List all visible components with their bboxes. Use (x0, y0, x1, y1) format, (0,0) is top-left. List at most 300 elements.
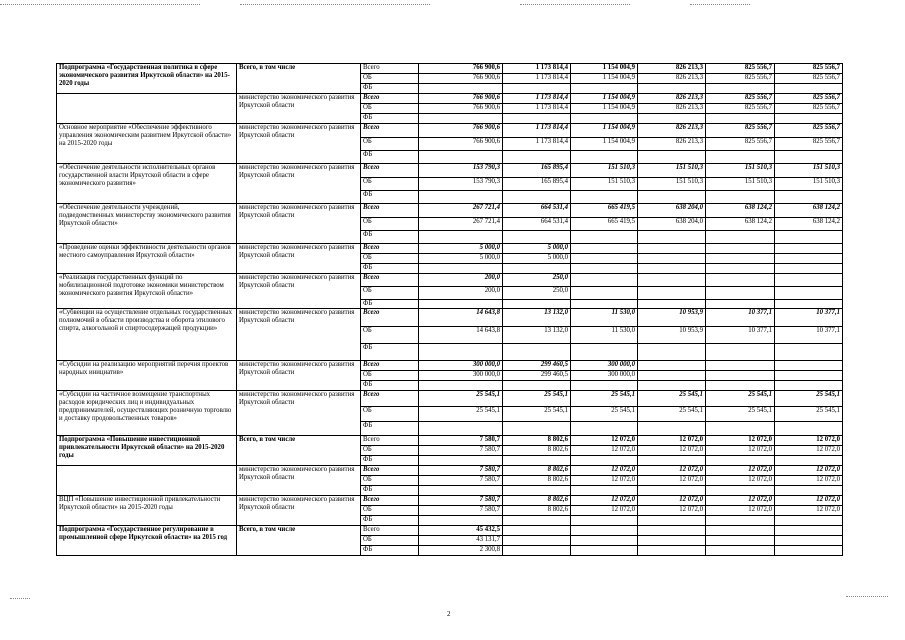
responsible-cell: министерство экономического развития Иркутской области (237, 274, 361, 309)
responsible-cell: Всего, в том числе (237, 436, 361, 466)
amount-cell (775, 114, 843, 124)
amount-cell: 25 545,1 (419, 407, 503, 422)
amount-cell: 1 173 814,4 (503, 124, 571, 138)
funding-source-cell: ОБ (361, 327, 419, 344)
program-name-cell: ВЦП «Повышение инвестиционной привлекательности Иркутской области» на 2015-2020 годы (57, 496, 237, 526)
amount-cell (419, 264, 503, 274)
amount-cell (571, 191, 638, 204)
table-row (57, 309, 843, 327)
amount-cell: 12 072,0 (706, 476, 775, 486)
amount-cell: 12 072,0 (638, 476, 706, 486)
amount-cell: 665 419,5 (571, 204, 638, 218)
amount-cell (706, 84, 775, 94)
amount-cell (419, 151, 503, 164)
funding-source-cell: ФБ (361, 546, 419, 556)
amount-cell: 200,0 (419, 274, 503, 287)
amount-cell (775, 361, 843, 371)
amount-cell: 12 072,0 (706, 436, 775, 446)
table-row (57, 274, 843, 287)
funding-source-cell: Всего (361, 466, 419, 476)
amount-cell: 300 000,0 (419, 361, 503, 371)
amount-cell (706, 526, 775, 536)
amount-cell (706, 254, 775, 264)
funding-source-cell: ОБ (361, 254, 419, 264)
amount-cell: 10 953,9 (638, 309, 706, 327)
amount-cell: 1 173 814,4 (503, 74, 571, 84)
amount-cell: 151 510,3 (571, 178, 638, 191)
amount-cell (571, 546, 638, 556)
amount-cell (638, 254, 706, 264)
responsible-cell: министерство экономического развития Иркутской области (237, 164, 361, 204)
table-row (57, 526, 843, 536)
program-name-cell (57, 94, 237, 124)
amount-cell: 25 545,1 (775, 407, 843, 422)
amount-cell: 638 124,2 (775, 204, 843, 218)
amount-cell (571, 516, 638, 526)
amount-cell: 665 419,5 (571, 218, 638, 231)
amount-cell: 151 510,3 (775, 164, 843, 178)
amount-cell (706, 191, 775, 204)
amount-cell (419, 344, 503, 361)
funding-source-cell: ОБ (361, 287, 419, 300)
funding-source-cell: Всего (361, 309, 419, 327)
responsible-cell: министерство экономического развития Иркутской области (237, 361, 361, 391)
amount-cell: 300 000,0 (419, 371, 503, 381)
amount-cell (706, 300, 775, 309)
amount-cell: 13 132,0 (503, 309, 571, 327)
funding-source-cell: ОБ (361, 476, 419, 486)
amount-cell: 8 802,6 (503, 476, 571, 486)
program-name-cell: «Субсидии на реализацию мероприятий перечня проектов народных инициатив» (57, 361, 237, 391)
amount-cell: 25 545,1 (571, 391, 638, 407)
funding-source-cell: ОБ (361, 138, 419, 151)
amount-cell (706, 486, 775, 496)
scan-edge-line (10, 598, 30, 599)
amount-cell: 12 072,0 (571, 506, 638, 516)
amount-cell: 825 556,7 (775, 94, 843, 104)
amount-cell (419, 486, 503, 496)
amount-cell (571, 231, 638, 244)
amount-cell: 7 580,7 (419, 476, 503, 486)
funding-source-cell: ФБ (361, 344, 419, 361)
amount-cell: 7 580,7 (419, 446, 503, 456)
amount-cell (571, 381, 638, 391)
amount-cell (503, 264, 571, 274)
amount-cell (419, 516, 503, 526)
amount-cell (503, 456, 571, 466)
funding-source-cell: ФБ (361, 516, 419, 526)
funding-source-cell: ОБ (361, 446, 419, 456)
amount-cell (419, 84, 503, 94)
amount-cell (775, 546, 843, 556)
amount-cell: 8 802,6 (503, 446, 571, 456)
amount-cell (638, 264, 706, 274)
program-name-cell: «Проведение оценки эффективности деятельности органов местного самоуправления Иркутской области» (57, 244, 237, 274)
amount-cell: 299 460,5 (503, 361, 571, 371)
responsible-cell: министерство экономического развития Иркутской области (237, 244, 361, 274)
amount-cell (638, 274, 706, 287)
amount-cell: 8 802,6 (503, 496, 571, 506)
amount-cell: 825 556,7 (706, 94, 775, 104)
amount-cell: 1 173 814,4 (503, 64, 571, 74)
table-row (57, 466, 843, 476)
amount-cell: 664 531,4 (503, 218, 571, 231)
amount-cell: 7 580,7 (419, 506, 503, 516)
amount-cell (775, 300, 843, 309)
amount-cell (638, 422, 706, 436)
amount-cell: 5 000,0 (503, 254, 571, 264)
table-row (57, 124, 843, 138)
amount-cell (638, 114, 706, 124)
amount-cell (419, 422, 503, 436)
amount-cell (638, 381, 706, 391)
responsible-cell: министерство экономического развития Иркутской области (237, 391, 361, 436)
responsible-cell: министерство экономического развития Иркутской области (237, 204, 361, 244)
amount-cell (706, 287, 775, 300)
amount-cell (775, 254, 843, 264)
amount-cell: 300 000,0 (571, 371, 638, 381)
amount-cell: 14 643,8 (419, 309, 503, 327)
amount-cell: 10 953,9 (638, 327, 706, 344)
amount-cell: 5 000,0 (419, 254, 503, 264)
amount-cell: 25 545,1 (706, 391, 775, 407)
budget-table-body (57, 64, 843, 556)
amount-cell: 826 213,3 (638, 74, 706, 84)
amount-cell (503, 486, 571, 496)
responsible-cell: министерство экономического развития Иркутской области (237, 124, 361, 164)
amount-cell: 267 721,4 (419, 218, 503, 231)
amount-cell (503, 516, 571, 526)
amount-cell: 11 530,0 (571, 309, 638, 327)
amount-cell (638, 151, 706, 164)
amount-cell: 12 072,0 (706, 466, 775, 476)
amount-cell: 766 900,6 (419, 124, 503, 138)
amount-cell (638, 231, 706, 244)
amount-cell: 151 510,3 (706, 164, 775, 178)
funding-source-cell: ФБ (361, 422, 419, 436)
funding-source-cell: ОБ (361, 371, 419, 381)
amount-cell (571, 274, 638, 287)
amount-cell: 299 460,5 (503, 371, 571, 381)
funding-source-cell: ФБ (361, 191, 419, 204)
amount-cell (775, 536, 843, 546)
amount-cell: 1 154 004,9 (571, 94, 638, 104)
amount-cell (503, 422, 571, 436)
amount-cell (706, 381, 775, 391)
amount-cell (706, 546, 775, 556)
amount-cell: 826 213,3 (638, 138, 706, 151)
amount-cell: 825 556,7 (775, 64, 843, 74)
amount-cell (638, 536, 706, 546)
amount-cell (706, 344, 775, 361)
amount-cell (775, 486, 843, 496)
amount-cell: 1 173 814,4 (503, 94, 571, 104)
amount-cell (638, 84, 706, 94)
amount-cell: 1 154 004,9 (571, 74, 638, 84)
amount-cell: 7 580,7 (419, 496, 503, 506)
funding-source-cell: ФБ (361, 84, 419, 94)
funding-source-cell: ФБ (361, 456, 419, 466)
amount-cell (638, 516, 706, 526)
amount-cell (503, 84, 571, 94)
amount-cell: 825 556,7 (706, 124, 775, 138)
amount-cell (571, 114, 638, 124)
scan-edge-line (0, 4, 200, 5)
amount-cell: 826 213,3 (638, 124, 706, 138)
amount-cell: 25 545,1 (503, 391, 571, 407)
funding-source-cell: ОБ (361, 218, 419, 231)
funding-source-cell: Всего (361, 164, 419, 178)
program-name-cell: «Субсидии на частичное возмещение транспортных расходов юридических лиц и индивидуальных предпринимателей, осуществляющих розничную торговлю и доставку продовольственных товаров» (57, 391, 237, 436)
amount-cell (706, 274, 775, 287)
program-name-cell (57, 466, 237, 496)
amount-cell: 12 072,0 (571, 496, 638, 506)
amount-cell: 766 900,6 (419, 74, 503, 84)
funding-source-cell: ОБ (361, 536, 419, 546)
amount-cell (706, 264, 775, 274)
amount-cell: 12 072,0 (706, 496, 775, 506)
amount-cell: 8 802,6 (503, 436, 571, 446)
amount-cell: 151 510,3 (706, 178, 775, 191)
funding-source-cell: ФБ (361, 381, 419, 391)
scan-edge-line (520, 4, 630, 5)
amount-cell (638, 371, 706, 381)
amount-cell: 25 545,1 (571, 407, 638, 422)
amount-cell: 664 531,4 (503, 204, 571, 218)
amount-cell (571, 287, 638, 300)
amount-cell: 825 556,7 (775, 138, 843, 151)
program-name-cell: «Субвенции на осуществление отдельных государственных полномочий в области производства и оборота этилового спирта, алкогольной и спиртосодержащей продукции» (57, 309, 237, 361)
amount-cell (706, 456, 775, 466)
amount-cell: 638 124,2 (706, 218, 775, 231)
amount-cell: 165 895,4 (503, 164, 571, 178)
amount-cell: 250,0 (503, 274, 571, 287)
funding-source-cell: Всего (361, 244, 419, 254)
amount-cell: 766 900,6 (419, 94, 503, 104)
amount-cell (419, 381, 503, 391)
amount-cell (638, 191, 706, 204)
amount-cell: 200,0 (419, 287, 503, 300)
funding-source-cell: ФБ (361, 151, 419, 164)
amount-cell: 825 556,7 (706, 74, 775, 84)
budget-table (56, 63, 843, 556)
amount-cell: 12 072,0 (706, 506, 775, 516)
amount-cell: 12 072,0 (706, 446, 775, 456)
program-name-cell: «Реализация государственных функций по мобилизационной подготовке экономики министерством экономического развития Иркутской области» (57, 274, 237, 309)
amount-cell: 12 072,0 (571, 466, 638, 476)
amount-cell: 300 000,0 (571, 361, 638, 371)
funding-source-cell: Всего (361, 274, 419, 287)
table-row (57, 436, 843, 446)
funding-source-cell: ФБ (361, 114, 419, 124)
funding-source-cell: ФБ (361, 486, 419, 496)
amount-cell (503, 300, 571, 309)
amount-cell: 13 132,0 (503, 327, 571, 344)
table-row (57, 361, 843, 371)
amount-cell: 267 721,4 (419, 204, 503, 218)
table-row (57, 204, 843, 218)
amount-cell: 5 000,0 (503, 244, 571, 254)
amount-cell (775, 287, 843, 300)
responsible-cell: министерство экономического развития Иркутской области (237, 466, 361, 496)
amount-cell: 1 173 814,4 (503, 138, 571, 151)
amount-cell: 1 154 004,9 (571, 124, 638, 138)
amount-cell: 12 072,0 (571, 436, 638, 446)
amount-cell (775, 84, 843, 94)
amount-cell: 766 900,6 (419, 64, 503, 74)
amount-cell (503, 151, 571, 164)
amount-cell (775, 151, 843, 164)
amount-cell (571, 264, 638, 274)
amount-cell (706, 536, 775, 546)
amount-cell: 12 072,0 (638, 506, 706, 516)
amount-cell (775, 456, 843, 466)
program-name-cell: Подпрограмма «Государственное регулирование в промышленной сфере Иркутской области» на 2015 год (57, 526, 237, 556)
amount-cell: 7 580,7 (419, 466, 503, 476)
amount-cell: 8 802,6 (503, 466, 571, 476)
amount-cell (638, 344, 706, 361)
amount-cell (503, 231, 571, 244)
amount-cell: 1 154 004,9 (571, 104, 638, 114)
amount-cell: 12 072,0 (571, 446, 638, 456)
amount-cell (571, 151, 638, 164)
amount-cell (503, 191, 571, 204)
amount-cell: 151 510,3 (638, 178, 706, 191)
funding-source-cell: ФБ (361, 231, 419, 244)
funding-source-cell: Всего (361, 94, 419, 104)
amount-cell: 12 072,0 (638, 436, 706, 446)
amount-cell (775, 422, 843, 436)
amount-cell: 825 556,7 (775, 74, 843, 84)
amount-cell (638, 546, 706, 556)
funding-source-cell: ОБ (361, 104, 419, 114)
amount-cell (638, 244, 706, 254)
amount-cell (706, 244, 775, 254)
amount-cell: 10 377,1 (706, 327, 775, 344)
amount-cell: 45 432,5 (419, 526, 503, 536)
table-row (57, 391, 843, 407)
amount-cell: 826 213,3 (638, 104, 706, 114)
amount-cell: 11 530,0 (571, 327, 638, 344)
funding-source-cell: ФБ (361, 264, 419, 274)
amount-cell (706, 516, 775, 526)
amount-cell (571, 536, 638, 546)
amount-cell: 2 300,8 (419, 546, 503, 556)
amount-cell: 250,0 (503, 287, 571, 300)
amount-cell: 12 072,0 (638, 446, 706, 456)
funding-source-cell: Всего (361, 204, 419, 218)
scan-edge-line (846, 596, 888, 597)
funding-source-cell: Всего (361, 361, 419, 371)
amount-cell: 826 213,3 (638, 94, 706, 104)
funding-source-cell: Всего (361, 436, 419, 446)
amount-cell (571, 344, 638, 361)
amount-cell (775, 371, 843, 381)
amount-cell: 10 377,1 (706, 309, 775, 327)
amount-cell (419, 114, 503, 124)
funding-source-cell: Всего (361, 64, 419, 74)
amount-cell (503, 344, 571, 361)
amount-cell: 151 510,3 (638, 164, 706, 178)
amount-cell: 151 510,3 (571, 164, 638, 178)
amount-cell (775, 516, 843, 526)
amount-cell (419, 191, 503, 204)
amount-cell: 153 790,3 (419, 164, 503, 178)
amount-cell (503, 114, 571, 124)
amount-cell: 25 545,1 (419, 391, 503, 407)
funding-source-cell: ОБ (361, 74, 419, 84)
funding-source-cell: ОБ (361, 506, 419, 516)
amount-cell: 825 556,7 (706, 64, 775, 74)
amount-cell: 638 124,2 (706, 204, 775, 218)
amount-cell: 10 377,1 (775, 327, 843, 344)
amount-cell (503, 526, 571, 536)
table-row (57, 64, 843, 74)
amount-cell: 25 545,1 (775, 391, 843, 407)
amount-cell (706, 151, 775, 164)
amount-cell: 8 802,6 (503, 506, 571, 516)
amount-cell: 5 000,0 (419, 244, 503, 254)
amount-cell: 10 377,1 (775, 309, 843, 327)
table-row (57, 496, 843, 506)
program-name-cell: «Обеспечение деятельности учреждений, подведомственных министерству экономического развития Иркутской области» (57, 204, 237, 244)
responsible-cell: министерство экономического развития Иркутской области (237, 94, 361, 124)
funding-source-cell: ОБ (361, 407, 419, 422)
amount-cell (571, 84, 638, 94)
amount-cell: 638 204,0 (638, 218, 706, 231)
amount-cell (775, 381, 843, 391)
amount-cell (638, 456, 706, 466)
amount-cell (775, 274, 843, 287)
amount-cell: 638 204,0 (638, 204, 706, 218)
funding-source-cell: ФБ (361, 300, 419, 309)
responsible-cell: Всего, в том числе (237, 64, 361, 94)
amount-cell (503, 381, 571, 391)
amount-cell (775, 264, 843, 274)
amount-cell (638, 287, 706, 300)
amount-cell: 165 895,4 (503, 178, 571, 191)
amount-cell (419, 231, 503, 244)
amount-cell: 12 072,0 (775, 506, 843, 516)
amount-cell (638, 361, 706, 371)
amount-cell (419, 300, 503, 309)
program-name-cell: «Обеспечение деятельности исполнительных органов государственной власти Иркутской области в сфере экономического развития» (57, 164, 237, 204)
amount-cell (775, 231, 843, 244)
amount-cell: 826 213,3 (638, 64, 706, 74)
amount-cell (571, 254, 638, 264)
amount-cell (571, 422, 638, 436)
amount-cell (638, 526, 706, 536)
table-row (57, 164, 843, 178)
amount-cell: 825 556,7 (775, 124, 843, 138)
amount-cell: 25 545,1 (503, 407, 571, 422)
amount-cell (571, 456, 638, 466)
amount-cell: 766 900,6 (419, 138, 503, 151)
amount-cell: 12 072,0 (775, 466, 843, 476)
amount-cell (775, 244, 843, 254)
amount-cell: 1 154 004,9 (571, 64, 638, 74)
amount-cell: 153 790,3 (419, 178, 503, 191)
amount-cell (503, 546, 571, 556)
funding-source-cell: Всего (361, 526, 419, 536)
amount-cell: 12 072,0 (638, 496, 706, 506)
amount-cell (775, 191, 843, 204)
amount-cell (706, 114, 775, 124)
amount-cell: 12 072,0 (571, 476, 638, 486)
amount-cell (775, 526, 843, 536)
funding-source-cell: ОБ (361, 178, 419, 191)
responsible-cell: министерство экономического развития Иркутской области (237, 496, 361, 526)
